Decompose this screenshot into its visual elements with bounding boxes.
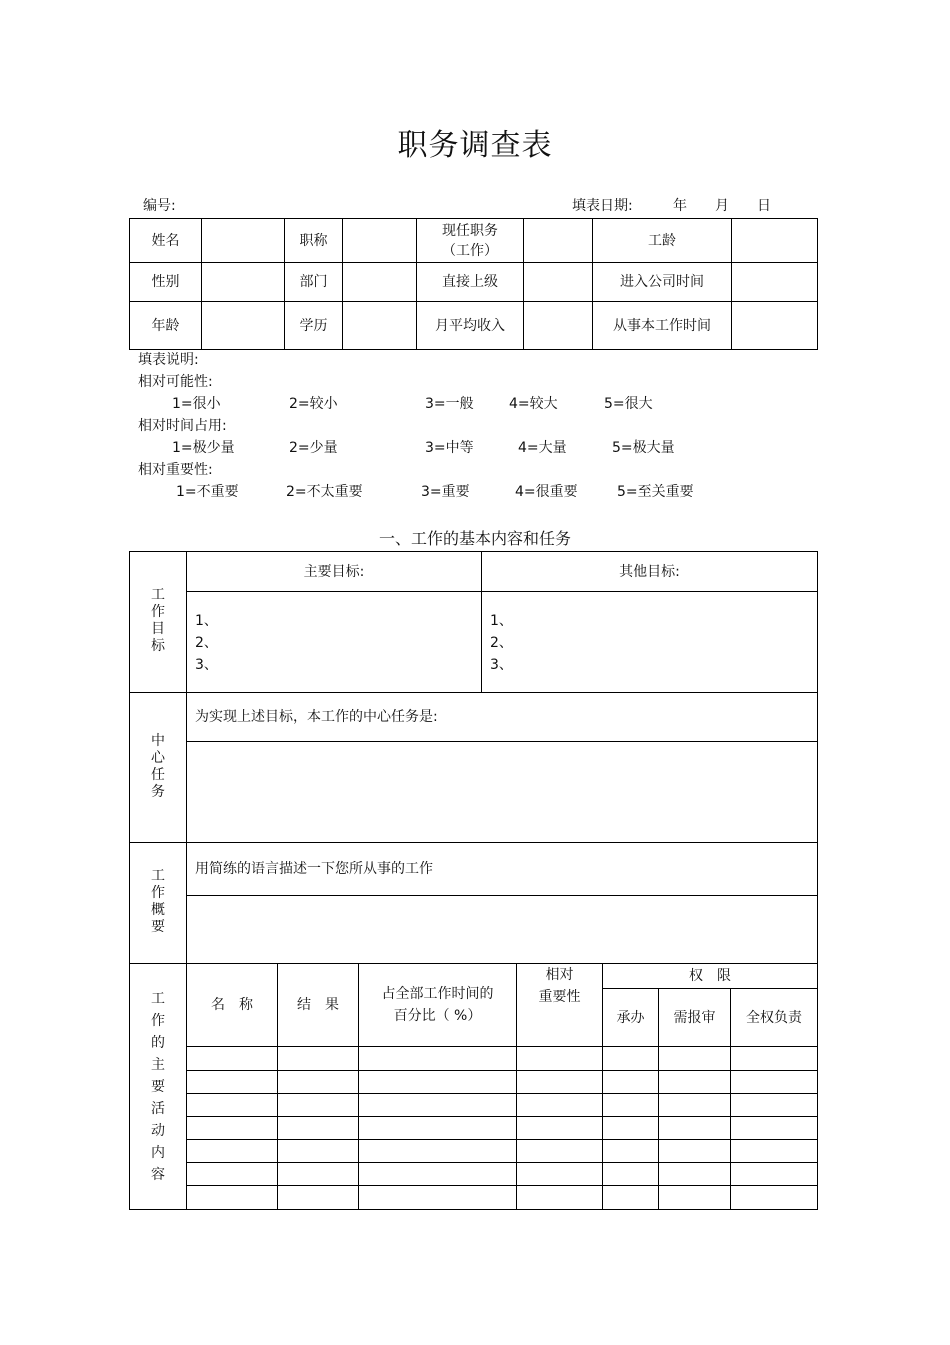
goal-item: 3、 (195, 657, 218, 673)
cell[interactable] (659, 1071, 731, 1094)
label-gender: 性别 (130, 263, 202, 302)
authority-full-header: 全权负责 (731, 989, 818, 1047)
cell[interactable] (359, 1117, 517, 1140)
cell[interactable] (659, 1094, 731, 1117)
col-result-header: 结 果 (278, 964, 359, 1047)
value-job-tenure[interactable] (732, 302, 818, 350)
date-label: 填表日期: (572, 198, 633, 214)
time-options (138, 437, 675, 459)
label-department: 部门 (285, 263, 343, 302)
cell[interactable] (278, 1163, 359, 1186)
cell[interactable] (659, 1117, 731, 1140)
value-title[interactable] (343, 219, 417, 263)
cell[interactable] (517, 1071, 603, 1094)
cell[interactable] (517, 1163, 603, 1186)
cell[interactable] (278, 1140, 359, 1163)
cell[interactable] (278, 1071, 359, 1094)
date-year: 年 (673, 198, 687, 214)
cell[interactable] (517, 1117, 603, 1140)
option: 3=中等 (425, 440, 474, 456)
cell[interactable] (731, 1117, 818, 1140)
main-goals-header: 主要目标: (187, 552, 482, 592)
cell[interactable] (187, 1047, 278, 1071)
cell[interactable] (731, 1140, 818, 1163)
cell[interactable] (187, 1071, 278, 1094)
time-label: 相对时间占用: (138, 418, 227, 434)
col-importance-header: 相对 重要性 (517, 964, 603, 1047)
cell[interactable] (187, 1186, 278, 1210)
authority-header: 权 限 (603, 964, 818, 989)
table-row (130, 1163, 818, 1186)
cell[interactable] (359, 1163, 517, 1186)
goal-item: 1、 (195, 613, 218, 629)
value-department[interactable] (343, 263, 417, 302)
importance-label: 相对重要性: (138, 462, 213, 478)
center-task-answer[interactable] (187, 742, 818, 843)
info-row (130, 219, 818, 263)
value-supervisor[interactable] (524, 263, 593, 302)
authority-handle-header: 承办 (603, 989, 659, 1047)
cell[interactable] (187, 1163, 278, 1186)
value-join-date[interactable] (732, 263, 818, 302)
instructions (138, 349, 694, 503)
cell[interactable] (659, 1186, 731, 1210)
info-table (129, 218, 818, 350)
cell[interactable] (359, 1140, 517, 1163)
goal-item: 2、 (490, 635, 513, 651)
cell[interactable] (659, 1140, 731, 1163)
option: 4=很重要 (515, 484, 578, 500)
cell[interactable] (517, 1186, 603, 1210)
importance-options (138, 481, 694, 503)
cell[interactable] (359, 1186, 517, 1210)
cell[interactable] (603, 1047, 659, 1071)
cell[interactable] (278, 1094, 359, 1117)
cell[interactable] (731, 1071, 818, 1094)
goal-item: 3、 (490, 657, 513, 673)
cell[interactable] (359, 1047, 517, 1071)
cell[interactable] (603, 1186, 659, 1210)
table-row (130, 1140, 818, 1163)
col-time-header: 占全部工作时间的 百分比（ %） (359, 964, 517, 1047)
table-row (130, 1047, 818, 1071)
info-row (130, 263, 818, 302)
cell[interactable] (359, 1071, 517, 1094)
option: 4=较大 (509, 396, 558, 412)
center-task-prompt: 为实现上述目标，本工作的中心任务是: (187, 693, 818, 742)
cell[interactable] (187, 1117, 278, 1140)
page-title: 职务调查表 (397, 128, 553, 163)
date-month: 月 (715, 198, 729, 214)
option: 2=不太重要 (286, 484, 363, 500)
number-label: 编号: (143, 198, 176, 214)
cell[interactable] (603, 1140, 659, 1163)
option: 1=很小 (172, 396, 221, 412)
label-job-tenure: 从事本工作时间 (593, 302, 732, 350)
goal-item: 1、 (490, 613, 513, 629)
table-row (130, 1094, 818, 1117)
label-name: 姓名 (130, 219, 202, 263)
option: 5=极大量 (612, 440, 675, 456)
cell[interactable] (659, 1047, 731, 1071)
main-goals-cell[interactable] (187, 592, 482, 693)
value-seniority[interactable] (732, 219, 818, 263)
option: 5=至关重要 (617, 484, 694, 500)
cell[interactable] (517, 1140, 603, 1163)
cell[interactable] (517, 1047, 603, 1071)
cell[interactable] (278, 1047, 359, 1071)
cell[interactable] (278, 1186, 359, 1210)
label-join-date: 进入公司时间 (593, 263, 732, 302)
possibility-options (138, 393, 653, 415)
label-position: 现任职务 （工作） (417, 219, 524, 263)
goals-side-label: 工作目标 (130, 552, 187, 693)
table-row (130, 1186, 818, 1210)
value-income[interactable] (524, 302, 593, 350)
label-title: 职称 (285, 219, 343, 263)
cell[interactable] (731, 1186, 818, 1210)
label-education: 学历 (285, 302, 343, 350)
info-row (130, 302, 818, 350)
option: 1=极少量 (172, 440, 235, 456)
label-supervisor: 直接上级 (417, 263, 524, 302)
other-goals-cell[interactable] (482, 592, 818, 693)
label-income: 月平均收入 (417, 302, 524, 350)
cell[interactable] (278, 1117, 359, 1140)
other-goals-header: 其他目标: (482, 552, 818, 592)
cell[interactable] (659, 1163, 731, 1186)
option: 1=不重要 (176, 484, 239, 500)
option: 2=少量 (289, 440, 338, 456)
cell[interactable] (603, 1071, 659, 1094)
cell[interactable] (517, 1094, 603, 1117)
cell[interactable] (731, 1094, 818, 1117)
cell[interactable] (731, 1047, 818, 1071)
option: 4=大量 (518, 440, 567, 456)
value-gender[interactable] (202, 263, 285, 302)
center-task-side-label: 中心任务 (130, 693, 187, 843)
value-position[interactable] (524, 219, 593, 263)
option: 2=较小 (289, 396, 338, 412)
summary-side-label: 工作概要 (130, 843, 187, 964)
option: 3=重要 (421, 484, 470, 500)
goal-item: 2、 (195, 635, 218, 651)
option: 3=一般 (425, 396, 474, 412)
cell[interactable] (359, 1094, 517, 1117)
label-seniority: 工龄 (593, 219, 732, 263)
table-row (130, 1071, 818, 1094)
col-name-header: 名 称 (187, 964, 278, 1047)
cell[interactable] (603, 1117, 659, 1140)
authority-review-header: 需报审 (659, 989, 731, 1047)
job-content-table (129, 551, 818, 964)
cell[interactable] (187, 1140, 278, 1163)
cell[interactable] (731, 1163, 818, 1186)
cell[interactable] (603, 1094, 659, 1117)
instructions-heading: 填表说明: (138, 352, 199, 368)
value-age[interactable] (202, 302, 285, 350)
summary-prompt: 用简练的语言描述一下您所从事的工作 (187, 843, 818, 896)
date-day: 日 (757, 198, 771, 214)
activities-table (129, 963, 818, 1210)
option: 5=很大 (604, 396, 653, 412)
possibility-label: 相对可能性: (138, 374, 213, 390)
label-age: 年龄 (130, 302, 202, 350)
activities-side-label: 工作的主要活动内容 (130, 964, 187, 1210)
cell[interactable] (187, 1094, 278, 1117)
cell[interactable] (603, 1163, 659, 1186)
table-row (130, 1117, 818, 1140)
value-education[interactable] (343, 302, 417, 350)
summary-answer[interactable] (187, 896, 818, 964)
value-name[interactable] (202, 219, 285, 263)
section-title: 一、工作的基本内容和任务 (378, 529, 571, 548)
